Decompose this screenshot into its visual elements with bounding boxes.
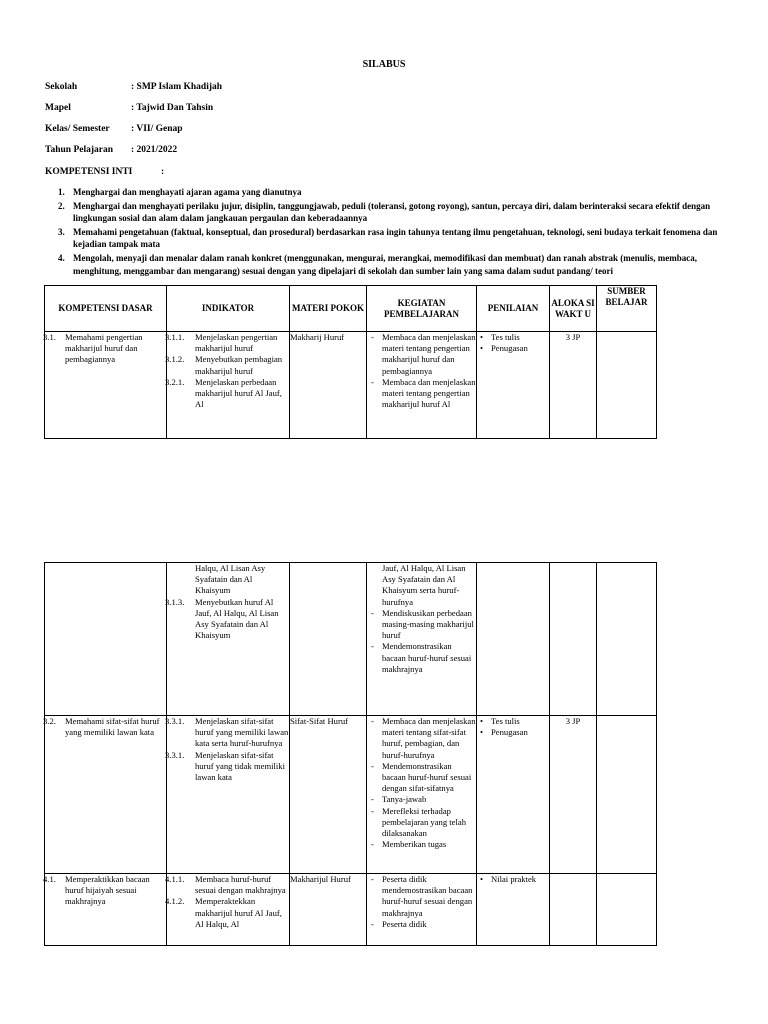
table-row <box>45 874 657 946</box>
kd-cell: 3.2. Memahami sifat-sifat huruf yang memiliki lawan kata <box>45 716 167 874</box>
penilaian-cell: • Tes tulis • Penugasan <box>477 332 550 439</box>
syllabus-table-page-1 <box>44 285 657 439</box>
info-value-tahun: : 2021/2022 <box>131 145 178 155</box>
kegiatan-cell: - Peserta didik mendemostrasikan bacaan huruf-huruf sesuai dengan makhrajnya - Peserta didik <box>367 874 477 946</box>
alokasi-cell <box>550 563 597 716</box>
header-kegiatan: KEGIATAN PEMBELAJARAN <box>367 286 477 332</box>
info-label-sekolah: Sekolah <box>45 82 78 92</box>
info-value-mapel: : Tajwid Dan Tahsin <box>131 103 214 113</box>
syllabus-table-page-2 <box>44 562 657 946</box>
penilaian-cell: • Tes tulis • Penugasan <box>477 716 550 874</box>
alokasi-cell: 3 JP <box>550 332 597 439</box>
table-row <box>45 716 657 874</box>
table-row <box>45 563 657 716</box>
header-penilaian: PENILAIAN <box>477 286 550 332</box>
ki-item: 3. Memahami pengetahuan (faktual, konseptual, dan prosedural) berdasarkan rasa ingin tahunya tentang ilmu pengetahuan, teknologi, seni budaya terkait fenomena dan kejadian tampak mata <box>58 226 718 250</box>
document-title: SILABUS <box>362 59 406 70</box>
sumber-cell <box>597 874 657 946</box>
kegiatan-cell: Jauf, Al Halqu, Al Lisan Asy Syafatain dan Al Khaisyum serta huruf-hurufnya - Mendiskusikan perbedaan masing-masing makharijul huruf - Mendemonstrasikan bacaan huruf-huruf sesuai makhrajnya <box>367 563 477 716</box>
kegiatan-cell: - Membaca dan menjelaskan materi tentang sifat-sifat huruf, pembagian, dan huruf-hurufnya - Mendemonstrasikan bacaan huruf-huruf sesuai dengan sifat-sifatnya - Tanya-jawab - Merefleksi terhadap pembelajaran yang telah dilaksanakan - Memberikan tugas <box>367 716 477 874</box>
kegiatan-cell: - Membaca dan menjelaskan materi tentang pengertian makharijul huruf dan pembagiannya - Membaca dan menjelaskan materi tentang pengertian makharijul huruf Al <box>367 332 477 439</box>
header-indikator: INDIKATOR <box>167 286 290 332</box>
info-value-kelas: : VII/ Genap <box>131 124 183 134</box>
penilaian-cell: • Nilai praktek <box>477 874 550 946</box>
info-label-tahun: Tahun Pelajaran <box>45 145 114 155</box>
materi-cell: Sifat-Sifat Huruf <box>290 716 367 874</box>
sumber-cell <box>597 716 657 874</box>
header-materi-pokok: MATERI POKOK <box>290 286 367 332</box>
kompetensi-inti-heading: KOMPETENSI INTI <box>45 167 133 177</box>
indikator-cell: 3.3.1. Menjelaskan sifat-sifat huruf yang memiliki lawan kata serta huruf-hurufnya 3.3.1. Menjelaskan sifat-sifat huruf yang tidak memiliki lawan kata <box>167 716 290 874</box>
kd-cell <box>45 563 167 716</box>
materi-cell <box>290 563 367 716</box>
sumber-cell <box>597 563 657 716</box>
materi-cell: Makharij Huruf <box>290 332 367 439</box>
materi-cell: Makharijul Huruf <box>290 874 367 946</box>
ki-item: 1. Menghargai dan menghayati ajaran agama yang dianutnya <box>58 187 302 197</box>
info-label-mapel: Mapel <box>45 103 71 113</box>
penilaian-cell <box>477 563 550 716</box>
info-label-kelas: Kelas/ Semester <box>45 124 110 134</box>
table-row <box>45 332 657 439</box>
alokasi-cell: 3 JP <box>550 716 597 874</box>
alokasi-cell <box>550 874 597 946</box>
header-kompetensi-dasar: KOMPETENSI DASAR <box>45 286 167 332</box>
indikator-cell: 3.1.1. Menjelaskan pengertian makharijul huruf 3.1.2. Menyebutkan pembagian makharijul huruf 3.2.1. Menjelaskan perbedaan makharijul huruf Al Jauf, Al <box>167 332 290 439</box>
sumber-cell <box>597 332 657 439</box>
header-sumber-belajar: SUMBER BELAJAR <box>597 286 657 332</box>
header-alokasi-waktu: ALOKA SI WAKT U <box>550 286 597 332</box>
kompetensi-inti-colon: : <box>161 167 165 177</box>
indikator-cell: 4.1.1. Membaca huruf-huruf sesuai dengan makhrajnya 4.1.2. Memperaktekkan makharijul huruf Al Jauf, Al Halqu, Al <box>167 874 290 946</box>
indikator-cell: Halqu, Al Lisan Asy Syafatain dan Al Khaisyum 3.1.3. Menyebutkan huruf Al Jauf, Al Halqu, Al Lisan Asy Syafatain dan Al Khaisyum <box>167 563 290 716</box>
kd-cell: 3.1. Memahami pengertian makharijul huruf dan pembagiannya <box>45 332 167 439</box>
table-header-row <box>45 286 657 332</box>
ki-item: 4. Mengolah, menyaji dan menalar dalam ranah konkret (menggunakan, mengurai, merangkai, memodifikasi dan membuat) dan ranah abstrak (menulis, membaca, menghitung, menggambar dan mengarang) sesuai dengan yang dipelajari di sekolah dan sumber lain yang sama dalam sudut pandang/ teori <box>58 252 697 276</box>
kd-cell: 4.1. Memperaktikkan bacaan huruf hijaiyah sesuai makhrajnya <box>45 874 167 946</box>
ki-item: 2. Menghargai dan menghayati perilaku jujur, disiplin, tanggungjawab, peduli (toleransi, gotong royong), santun, percaya diri, dalam berinteraksi secara efektif dengan lingkungan sosial dan alam dalam jangkauan pergaulan dan keberadaannya <box>58 200 711 224</box>
info-value-sekolah: : SMP Islam Khadijah <box>131 82 223 92</box>
kompetensi-inti-list <box>58 186 723 278</box>
